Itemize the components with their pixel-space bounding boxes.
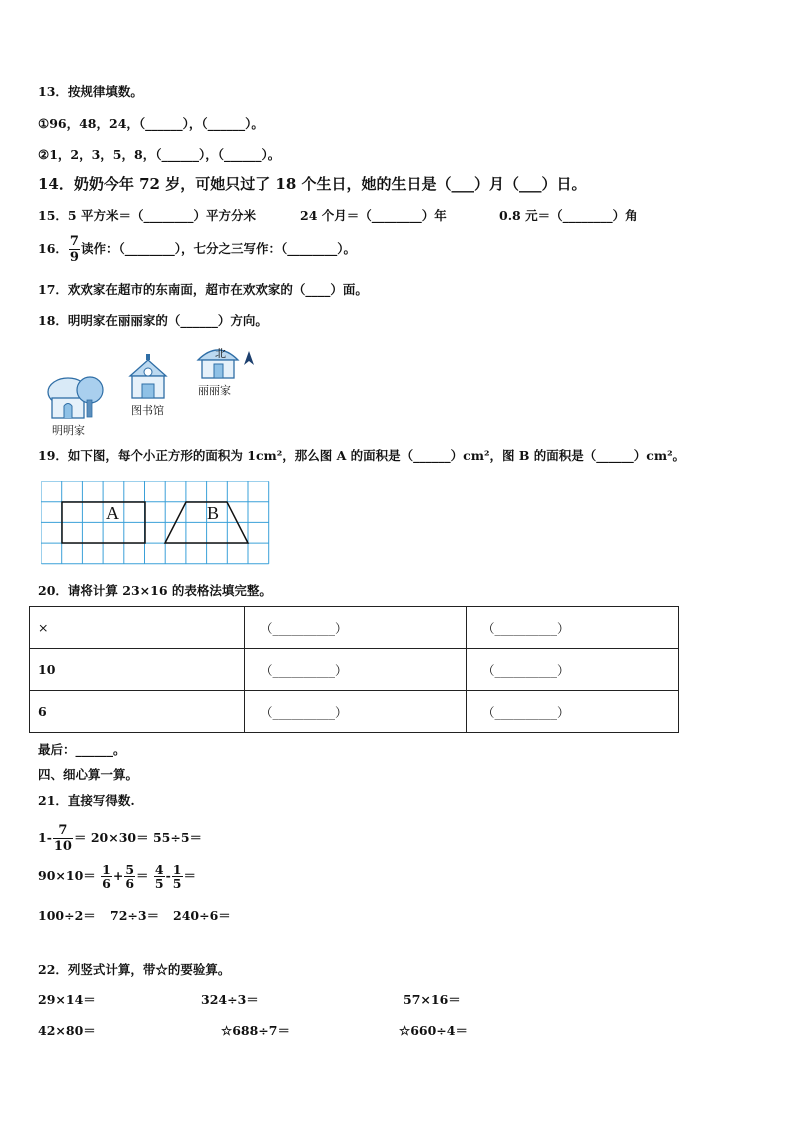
q16-prefix: 16． [38,241,68,256]
q22-r2-b: ☆688÷7＝ [221,1023,290,1038]
library-label: 图书馆 [131,404,164,417]
north-arrow-icon [244,351,254,365]
q22-r1-c: 57×16＝ [403,992,461,1007]
table-cell: （__________） [245,649,467,691]
frac-num: 4 [154,862,164,877]
shape-a-label: A [106,503,119,523]
equals-sign: ＝ [136,868,149,883]
q22-title: 22．列竖式计算，带☆的要验算。 [38,962,231,977]
q20-title: 20．请将计算 23×16 的表格法填完整。 [38,583,272,598]
mingming-house-icon [48,377,103,418]
q21-row2 [38,863,196,890]
frac-den: 5 [154,876,164,891]
lili-label: 丽丽家 [198,384,231,397]
q21-r2-f4 [172,863,183,890]
q19-grid [41,481,272,565]
q21-row1 [38,823,202,854]
q22-r2-c: ☆660÷4＝ [399,1023,468,1038]
q21-r3-c: 240÷6＝ [173,908,231,923]
mingming-label: 明明家 [52,424,85,437]
q16-rest: 读作：（________），七分之三写作：（________）。 [80,241,356,256]
q21-r3-b: 72÷3＝ [110,908,160,923]
q16-fraction [69,234,80,265]
q16-frac-den: 9 [69,250,79,265]
frac-num: 1 [102,862,111,877]
q16-line [38,234,356,265]
q21-r1-eq: ＝ [73,830,87,845]
q15-part1: 15．5 平方米＝（________）平方分米 [38,208,256,223]
frac-den: 6 [125,876,135,891]
q18-text: 18．明明家在丽丽家的（______）方向。 [38,313,268,328]
table-cell: 6 [30,691,245,733]
frac-num: 5 [125,862,135,877]
q21-r2-f3 [154,863,165,890]
frac-den: 5 [172,876,182,891]
minus-sign: - [165,868,171,883]
frac-num: 1 [172,862,182,877]
q21-r1-a: 1- [38,830,52,845]
q21-r1-num: 7 [53,823,73,839]
q16-frac-num: 7 [69,234,79,249]
q21-title: 21．直接写得数. [38,793,135,808]
q13-title: 13．按规律填数。 [38,84,143,99]
q21-r2-a: 90×10＝ [38,868,96,883]
table-cell: （__________） [245,607,467,649]
table-row [30,607,679,649]
q14-text: 14．奶奶今年 72 岁，可她只过了 18 个生日，她的生日是（___）月（___）日。 [38,175,587,193]
library-icon [130,354,166,398]
q21-r1-d: 55÷5＝ [152,830,203,845]
table-cell: （__________） [467,649,679,691]
section4-title: 四、细心算一算。 [38,767,139,782]
table-cell: （__________） [467,607,679,649]
table-cell: × [30,607,245,649]
plus-sign: + [112,868,124,883]
q22-r1-a: 29×14＝ [38,992,96,1007]
q13-line2: ②1，2，3，5，8，（______），（______）。 [38,147,281,162]
table-cell: （__________） [245,691,467,733]
q19-text: 19．如下图，每个小正方形的面积为 1cm²，那么图 A 的面积是（______）cm²，图 B 的面积是（______）cm²。 [38,448,686,463]
equals-sign: ＝ [183,868,197,883]
q15-part2: 24 个月＝（________）年 [300,208,447,223]
q13-line1: ①96，48，24，（______），（______）。 [38,116,264,131]
q22-r2-a: 42×80＝ [38,1023,96,1038]
q21-r1-den: 10 [53,839,72,854]
q21-r1-fraction [53,823,73,854]
north-label: 北 [215,347,226,360]
table-row [30,691,679,733]
q20-final: 最后：______。 [38,742,126,757]
table-row [30,649,679,691]
frac-den: 6 [102,876,111,891]
q17-text: 17．欢欢家在超市的东南面，超市在欢欢家的（____）面。 [38,282,368,297]
table-cell: 10 [30,649,245,691]
q22-r1-b: 324÷3＝ [201,992,259,1007]
q21-r1-c: 20×30＝ [90,830,149,845]
q21-r2-f2 [124,863,135,890]
q21-r3-a: 100÷2＝ [38,908,96,923]
q21-r2-f1 [101,863,112,890]
q15-part3: 0.8 元＝（________）角 [499,208,638,223]
table-cell: （__________） [467,691,679,733]
q20-table [29,606,679,733]
shape-b-label: B [207,503,220,523]
